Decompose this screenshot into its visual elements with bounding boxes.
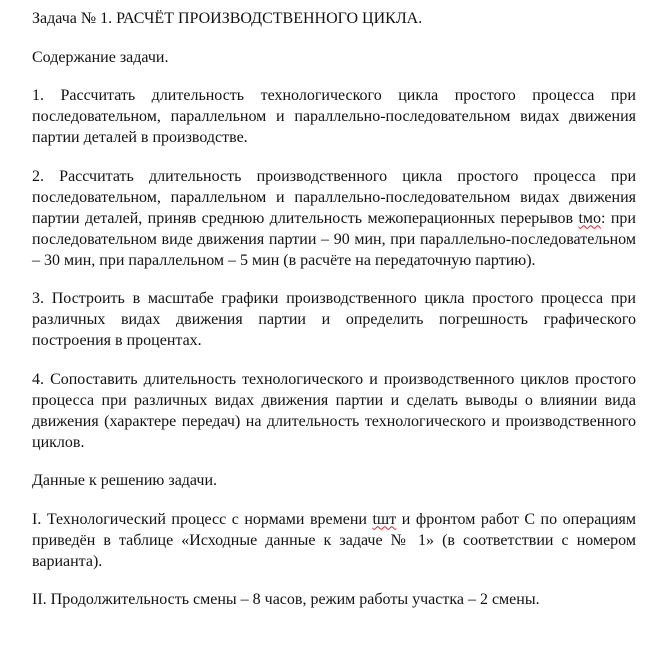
- document-title: Задача № 1. РАСЧЁТ ПРОИЗВОДСТВЕННОГО ЦИКЛА.: [32, 10, 423, 27]
- content-heading: Содержание задачи.: [32, 48, 169, 66]
- data-item-1: [32, 509, 636, 572]
- task-2: [32, 166, 636, 271]
- task-2-text-end: : при последовательном виде движения партии – 90 мин, при параллельно-последовательном – 30 мин, при параллельном – 5 мин (в расчёте на передаточную партию).: [32, 209, 636, 269]
- task-4: 4. Сопоставить длительность технологического и производственного циклов простого процесса при различных видах движения партии и сделать выводы о влиянии вида движения (характере передач) на длительность технологического и производственного циклов.: [32, 370, 636, 451]
- task-1: 1. Рассчитать длительность технологического цикла простого процесса при последовательном, параллельном и параллельно-последовательном видах движения партии деталей в производстве.: [32, 87, 636, 146]
- data-item-2: II. Продолжительность смены – 8 часов, режим работы участка – 2 смены.: [32, 591, 540, 608]
- data-item-1-end: и фронтом работ С по операциям приведён в таблице «Исходные данные к задаче № 1» (в соответствии с номером варианта).: [32, 510, 636, 570]
- term-tsht: tшт: [372, 510, 397, 528]
- document-page: [32, 8, 636, 628]
- data-item-1-start: I. Технологический процесс с нормами времени: [32, 510, 373, 528]
- term-tmo: tмо: [578, 209, 602, 227]
- task-3: 3. Построить в масштабе графики производственного цикла простого процесса при различных видах движения партии и определить погрешность графического построения в процентах.: [32, 290, 636, 349]
- data-heading: Данные к решению задачи.: [32, 472, 217, 489]
- task-2-text-start: 2. Рассчитать длительность производственного цикла простого процесса при последовательном, параллельном и параллельно-последовательном видах движения партии деталей, приняв среднюю длительность межоперационных перерывов: [32, 167, 636, 227]
